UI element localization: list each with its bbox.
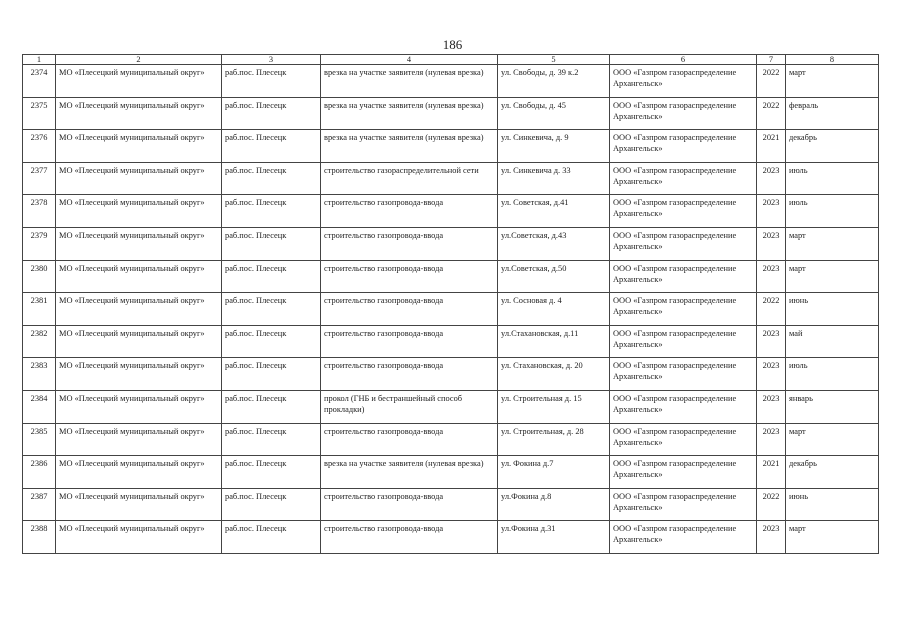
organization-cell: ООО «Газпром газораспределение Архангельск» — [610, 488, 757, 521]
row-number-cell: 2375 — [23, 97, 56, 130]
column-header: 1 — [23, 55, 56, 65]
settlement-cell: раб.пос. Плесецк — [222, 260, 321, 293]
district-cell: МО «Плесецкий муниципальный округ» — [56, 358, 222, 391]
month-cell: июль — [786, 358, 879, 391]
page-number: 186 — [442, 37, 463, 52]
month-cell: март — [786, 423, 879, 456]
table-row — [23, 130, 879, 163]
year-cell: 2022 — [757, 65, 786, 98]
settlement-cell: раб.пос. Плесецк — [222, 195, 321, 228]
settlement-cell: раб.пос. Плесецк — [222, 325, 321, 358]
registry-table — [22, 54, 879, 554]
column-header: 3 — [222, 55, 321, 65]
column-header: 6 — [610, 55, 757, 65]
address-cell: ул. Свободы, д. 45 — [498, 97, 610, 130]
work-type-cell: строительство газопровода-ввода — [321, 325, 498, 358]
table-row — [23, 423, 879, 456]
row-number-cell: 2380 — [23, 260, 56, 293]
settlement-cell: раб.пос. Плесецк — [222, 521, 321, 554]
year-cell: 2023 — [757, 521, 786, 554]
year-cell: 2023 — [757, 227, 786, 260]
work-type-cell: прокол (ГНБ и бестраншейный способ прокладки) — [321, 390, 498, 423]
row-number-cell: 2382 — [23, 325, 56, 358]
table-row — [23, 97, 879, 130]
district-cell: МО «Плесецкий муниципальный округ» — [56, 423, 222, 456]
table-row — [23, 521, 879, 554]
year-cell: 2023 — [757, 423, 786, 456]
address-cell: ул. Строительная д. 15 — [498, 390, 610, 423]
organization-cell: ООО «Газпром газораспределение Архангельск» — [610, 97, 757, 130]
month-cell: декабрь — [786, 130, 879, 163]
district-cell: МО «Плесецкий муниципальный округ» — [56, 130, 222, 163]
month-cell: июнь — [786, 488, 879, 521]
organization-cell: ООО «Газпром газораспределение Архангельск» — [610, 130, 757, 163]
address-cell: ул.Советская, д.50 — [498, 260, 610, 293]
district-cell: МО «Плесецкий муниципальный округ» — [56, 488, 222, 521]
month-cell: март — [786, 65, 879, 98]
settlement-cell: раб.пос. Плесецк — [222, 227, 321, 260]
work-type-cell: строительство газораспределительной сети — [321, 162, 498, 195]
month-cell: май — [786, 325, 879, 358]
organization-cell: ООО «Газпром газораспределение Архангельск» — [610, 227, 757, 260]
month-cell: март — [786, 521, 879, 554]
month-cell: июнь — [786, 293, 879, 326]
settlement-cell: раб.пос. Плесецк — [222, 456, 321, 489]
year-cell: 2023 — [757, 260, 786, 293]
row-number-cell: 2374 — [23, 65, 56, 98]
settlement-cell: раб.пос. Плесецк — [222, 358, 321, 391]
district-cell: МО «Плесецкий муниципальный округ» — [56, 227, 222, 260]
work-type-cell: врезка на участке заявителя (нулевая врезка) — [321, 456, 498, 489]
settlement-cell: раб.пос. Плесецк — [222, 488, 321, 521]
organization-cell: ООО «Газпром газораспределение Архангельск» — [610, 293, 757, 326]
column-header: 8 — [786, 55, 879, 65]
table-row — [23, 488, 879, 521]
column-header: 2 — [56, 55, 222, 65]
district-cell: МО «Плесецкий муниципальный округ» — [56, 456, 222, 489]
work-type-cell: строительство газопровода-ввода — [321, 195, 498, 228]
year-cell: 2023 — [757, 358, 786, 391]
table-row — [23, 325, 879, 358]
work-type-cell: врезка на участке заявителя (нулевая врезка) — [321, 130, 498, 163]
year-cell: 2022 — [757, 488, 786, 521]
row-number-cell: 2388 — [23, 521, 56, 554]
column-header: 5 — [498, 55, 610, 65]
address-cell: ул. Сосновая д. 4 — [498, 293, 610, 326]
address-cell: ул.Советская, д.43 — [498, 227, 610, 260]
row-number-cell: 2384 — [23, 390, 56, 423]
district-cell: МО «Плесецкий муниципальный округ» — [56, 325, 222, 358]
table-row — [23, 227, 879, 260]
month-cell: июль — [786, 195, 879, 228]
district-cell: МО «Плесецкий муниципальный округ» — [56, 97, 222, 130]
settlement-cell: раб.пос. Плесецк — [222, 130, 321, 163]
address-cell: ул. Фокина д.7 — [498, 456, 610, 489]
year-cell: 2022 — [757, 293, 786, 326]
work-type-cell: строительство газопровода-ввода — [321, 521, 498, 554]
organization-cell: ООО «Газпром газораспределение Архангельск» — [610, 260, 757, 293]
year-cell: 2021 — [757, 456, 786, 489]
month-cell: февраль — [786, 97, 879, 130]
address-cell: ул. Свободы, д. 39 к.2 — [498, 65, 610, 98]
organization-cell: ООО «Газпром газораспределение Архангельск» — [610, 423, 757, 456]
settlement-cell: раб.пос. Плесецк — [222, 162, 321, 195]
year-cell: 2022 — [757, 97, 786, 130]
address-cell: ул. Советская, д.41 — [498, 195, 610, 228]
organization-cell: ООО «Газпром газораспределение Архангельск» — [610, 390, 757, 423]
settlement-cell: раб.пос. Плесецк — [222, 423, 321, 456]
work-type-cell: строительство газопровода-ввода — [321, 423, 498, 456]
table-row — [23, 390, 879, 423]
address-cell: ул.Фокина д.31 — [498, 521, 610, 554]
work-type-cell: строительство газопровода-ввода — [321, 488, 498, 521]
settlement-cell: раб.пос. Плесецк — [222, 65, 321, 98]
table-row — [23, 195, 879, 228]
column-header: 7 — [757, 55, 786, 65]
settlement-cell: раб.пос. Плесецк — [222, 293, 321, 326]
address-cell: ул. Стахановская, д. 20 — [498, 358, 610, 391]
settlement-cell: раб.пос. Плесецк — [222, 390, 321, 423]
organization-cell: ООО «Газпром газораспределение Архангельск» — [610, 325, 757, 358]
row-number-cell: 2386 — [23, 456, 56, 489]
settlement-cell: раб.пос. Плесецк — [222, 97, 321, 130]
table-row — [23, 293, 879, 326]
table-row — [23, 162, 879, 195]
month-cell: декабрь — [786, 456, 879, 489]
table-row — [23, 260, 879, 293]
organization-cell: ООО «Газпром газораспределение Архангельск» — [610, 162, 757, 195]
table-row — [23, 65, 879, 98]
organization-cell: ООО «Газпром газораспределение Архангельск» — [610, 456, 757, 489]
row-number-cell: 2387 — [23, 488, 56, 521]
row-number-cell: 2379 — [23, 227, 56, 260]
row-number-cell: 2383 — [23, 358, 56, 391]
district-cell: МО «Плесецкий муниципальный округ» — [56, 260, 222, 293]
row-number-cell: 2378 — [23, 195, 56, 228]
address-cell: ул.Стахановская, д.11 — [498, 325, 610, 358]
address-cell: ул. Строительная, д. 28 — [498, 423, 610, 456]
month-cell: март — [786, 260, 879, 293]
work-type-cell: врезка на участке заявителя (нулевая врезка) — [321, 65, 498, 98]
organization-cell: ООО «Газпром газораспределение Архангельск» — [610, 65, 757, 98]
row-number-cell: 2377 — [23, 162, 56, 195]
month-cell: март — [786, 227, 879, 260]
month-cell: июль — [786, 162, 879, 195]
month-cell: январь — [786, 390, 879, 423]
row-number-cell: 2376 — [23, 130, 56, 163]
year-cell: 2023 — [757, 390, 786, 423]
organization-cell: ООО «Газпром газораспределение Архангельск» — [610, 358, 757, 391]
district-cell: МО «Плесецкий муниципальный округ» — [56, 195, 222, 228]
work-type-cell: строительство газопровода-ввода — [321, 227, 498, 260]
district-cell: МО «Плесецкий муниципальный округ» — [56, 65, 222, 98]
table-body — [23, 65, 879, 554]
work-type-cell: строительство газопровода-ввода — [321, 293, 498, 326]
table-row — [23, 358, 879, 391]
district-cell: МО «Плесецкий муниципальный округ» — [56, 162, 222, 195]
district-cell: МО «Плесецкий муниципальный округ» — [56, 521, 222, 554]
address-cell: ул. Синкевича, д. 9 — [498, 130, 610, 163]
year-cell: 2023 — [757, 325, 786, 358]
row-number-cell: 2381 — [23, 293, 56, 326]
header-row — [23, 55, 879, 65]
address-cell: ул. Синкевича д. 33 — [498, 162, 610, 195]
year-cell: 2023 — [757, 162, 786, 195]
district-cell: МО «Плесецкий муниципальный округ» — [56, 293, 222, 326]
address-cell: ул.Фокина д.8 — [498, 488, 610, 521]
work-type-cell: врезка на участке заявителя (нулевая врезка) — [321, 97, 498, 130]
work-type-cell: строительство газопровода-ввода — [321, 260, 498, 293]
row-number-cell: 2385 — [23, 423, 56, 456]
column-header: 4 — [321, 55, 498, 65]
year-cell: 2023 — [757, 195, 786, 228]
district-cell: МО «Плесецкий муниципальный округ» — [56, 390, 222, 423]
year-cell: 2021 — [757, 130, 786, 163]
table-row — [23, 456, 879, 489]
work-type-cell: строительство газопровода-ввода — [321, 358, 498, 391]
organization-cell: ООО «Газпром газораспределение Архангельск» — [610, 521, 757, 554]
organization-cell: ООО «Газпром газораспределение Архангельск» — [610, 195, 757, 228]
